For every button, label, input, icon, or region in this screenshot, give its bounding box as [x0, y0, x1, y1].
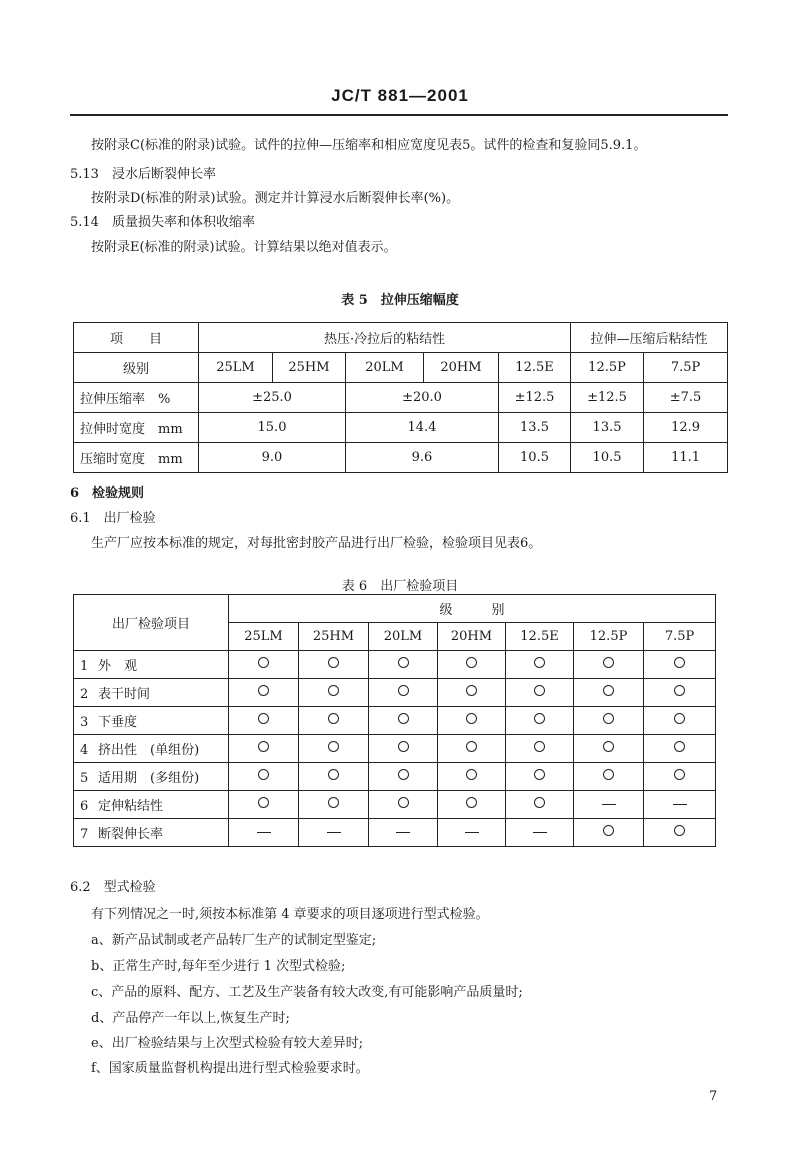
row-label-text: 断裂伸长率	[98, 827, 164, 842]
row-label-text: 挤出性 (单组份)	[98, 743, 200, 758]
grade-cell: 25LM	[229, 623, 299, 651]
list-item: a、新产品试制或老产品转厂生产的试制定型鉴定;	[91, 933, 377, 948]
row-number: 1	[80, 659, 89, 674]
mark-cell	[299, 651, 369, 679]
circle-mark-icon	[674, 685, 685, 696]
mark-cell	[299, 763, 369, 791]
section-heading-6: 6 检验规则	[70, 486, 145, 501]
table6-head-item: 出厂检验项目	[74, 595, 229, 651]
value-cell: 9.6	[346, 443, 499, 473]
circle-mark-icon	[398, 769, 409, 780]
mark-cell	[506, 763, 574, 791]
dash-mark-icon	[257, 832, 271, 833]
list-item: f、国家质量监督机构提出进行型式检验要求时。	[91, 1061, 369, 1076]
grade-cell: 20HM	[438, 623, 506, 651]
dash-mark-icon	[673, 804, 687, 805]
mark-cell	[369, 707, 438, 735]
mark-cell	[574, 819, 644, 847]
mark-cell	[506, 679, 574, 707]
circle-mark-icon	[398, 713, 409, 724]
grade-cell: 12.5E	[506, 623, 574, 651]
mark-cell	[229, 707, 299, 735]
row-label	[74, 763, 229, 791]
grade-cell: 20HM	[424, 353, 499, 383]
value-cell: ±20.0	[346, 383, 499, 413]
row-label-text: 下垂度	[98, 715, 138, 730]
grade-cell: 20LM	[369, 623, 438, 651]
mark-cell	[644, 791, 716, 819]
value-cell: ±7.5	[644, 383, 728, 413]
mark-cell	[299, 707, 369, 735]
dash-mark-icon	[327, 832, 341, 833]
table-row	[74, 443, 728, 473]
value-cell: 13.5	[499, 413, 571, 443]
row-label	[74, 791, 229, 819]
value-cell: 12.9	[644, 413, 728, 443]
table6	[73, 594, 716, 847]
table-row	[74, 413, 728, 443]
mark-cell	[506, 791, 574, 819]
dash-mark-icon	[396, 832, 410, 833]
table-row	[74, 679, 716, 707]
mark-cell	[369, 819, 438, 847]
table5-head-item: 项 目	[74, 323, 199, 353]
table-row	[74, 819, 716, 847]
mark-cell	[574, 735, 644, 763]
circle-mark-icon	[466, 657, 477, 668]
paragraph: 按附录E(标准的附录)试验。计算结果以绝对值表示。	[91, 240, 397, 255]
section-heading-6-2: 6.2 型式检验	[70, 880, 156, 895]
mark-cell	[369, 791, 438, 819]
table-row	[74, 651, 716, 679]
grade-cell: 20LM	[346, 353, 424, 383]
table5-title: 表 5 拉伸压缩幅度	[341, 293, 459, 308]
list-item: b、正常生产时,每年至少进行 1 次型式检验;	[91, 959, 346, 974]
table-row	[74, 735, 716, 763]
circle-mark-icon	[328, 713, 339, 724]
mark-cell	[438, 679, 506, 707]
list-item: c、产品的原料、配方、工艺及生产装备有较大改变,有可能影响产品质量时;	[91, 985, 523, 1000]
row-label-text: 定伸粘结性	[98, 799, 164, 814]
mark-cell	[229, 819, 299, 847]
row-label	[74, 651, 229, 679]
circle-mark-icon	[674, 825, 685, 836]
circle-mark-icon	[603, 769, 614, 780]
mark-cell	[438, 651, 506, 679]
value-cell: 10.5	[499, 443, 571, 473]
mark-cell	[369, 651, 438, 679]
circle-mark-icon	[603, 657, 614, 668]
mark-cell	[506, 651, 574, 679]
mark-cell	[229, 763, 299, 791]
mark-cell	[369, 735, 438, 763]
grade-cell: 25LM	[199, 353, 273, 383]
mark-cell	[574, 791, 644, 819]
value-cell: ±25.0	[199, 383, 346, 413]
circle-mark-icon	[398, 685, 409, 696]
circle-mark-icon	[258, 713, 269, 724]
row-number: 6	[80, 799, 89, 814]
row-number: 2	[80, 687, 89, 702]
paragraph: 生产厂应按本标准的规定，对每批密封胶产品进行出厂检验，检验项目见表6。	[91, 536, 542, 551]
section-heading-5-13: 5.13 浸水后断裂伸长率	[70, 167, 216, 182]
value-cell: 9.0	[199, 443, 346, 473]
row-number: 7	[80, 827, 89, 842]
section-heading-6-1: 6.1 出厂检验	[70, 511, 156, 526]
mark-cell	[574, 763, 644, 791]
paragraph: 按附录D(标准的附录)试验。测定并计算浸水后断裂伸长率(%)。	[91, 191, 460, 206]
row-label-text: 外 观	[98, 659, 138, 674]
mark-cell	[299, 735, 369, 763]
value-cell: 11.1	[644, 443, 728, 473]
value-cell: 10.5	[571, 443, 644, 473]
circle-mark-icon	[328, 685, 339, 696]
value-cell: ±12.5	[499, 383, 571, 413]
mark-cell	[574, 679, 644, 707]
mark-cell	[299, 791, 369, 819]
mark-cell	[438, 735, 506, 763]
row-number: 4	[80, 743, 89, 758]
circle-mark-icon	[398, 741, 409, 752]
circle-mark-icon	[466, 713, 477, 724]
row-label: 拉伸时宽度 mm	[74, 413, 199, 443]
table5-grade-label: 级别	[74, 353, 199, 383]
mark-cell	[644, 735, 716, 763]
grade-cell: 7.5P	[644, 353, 728, 383]
dash-mark-icon	[465, 832, 479, 833]
header-rule	[70, 114, 728, 116]
circle-mark-icon	[328, 769, 339, 780]
circle-mark-icon	[534, 741, 545, 752]
grade-cell: 25HM	[299, 623, 369, 651]
mark-cell	[438, 791, 506, 819]
dash-mark-icon	[602, 804, 616, 805]
value-cell: 14.4	[346, 413, 499, 443]
circle-mark-icon	[258, 657, 269, 668]
table-row	[74, 791, 716, 819]
circle-mark-icon	[534, 769, 545, 780]
mark-cell	[229, 651, 299, 679]
circle-mark-icon	[328, 741, 339, 752]
row-number: 3	[80, 715, 89, 730]
page-number: 7	[709, 1089, 718, 1104]
dash-mark-icon	[533, 832, 547, 833]
table6-head-grade: 级 别	[229, 595, 716, 623]
grade-cell: 25HM	[273, 353, 346, 383]
mark-cell	[229, 791, 299, 819]
circle-mark-icon	[258, 769, 269, 780]
mark-cell	[506, 819, 574, 847]
circle-mark-icon	[674, 769, 685, 780]
paragraph: 有下列情况之一时,须按本标准第 4 章要求的项目逐项进行型式检验。	[91, 907, 489, 922]
circle-mark-icon	[534, 713, 545, 724]
circle-mark-icon	[466, 685, 477, 696]
row-label: 压缩时宽度 mm	[74, 443, 199, 473]
circle-mark-icon	[603, 685, 614, 696]
mark-cell	[644, 819, 716, 847]
mark-cell	[369, 763, 438, 791]
table-row	[74, 763, 716, 791]
section-heading-5-14: 5.14 质量损失率和体积收缩率	[70, 215, 255, 230]
circle-mark-icon	[466, 769, 477, 780]
value-cell: 15.0	[199, 413, 346, 443]
mark-cell	[229, 735, 299, 763]
list-item: e、出厂检验结果与上次型式检验有较大差异时;	[91, 1036, 364, 1051]
circle-mark-icon	[534, 797, 545, 808]
mark-cell	[644, 707, 716, 735]
table5-group-header: 热压·冷拉后的粘结性	[199, 323, 571, 353]
mark-cell	[644, 763, 716, 791]
circle-mark-icon	[466, 741, 477, 752]
mark-cell	[644, 651, 716, 679]
circle-mark-icon	[534, 685, 545, 696]
circle-mark-icon	[398, 797, 409, 808]
mark-cell	[506, 707, 574, 735]
grade-cell: 7.5P	[644, 623, 716, 651]
circle-mark-icon	[328, 657, 339, 668]
circle-mark-icon	[603, 825, 614, 836]
value-cell: 13.5	[571, 413, 644, 443]
paragraph: 按附录C(标准的附录)试验。试件的拉伸—压缩率和相应宽度见表5。试件的检查和复验同5.9.1。	[91, 138, 647, 153]
row-label	[74, 679, 229, 707]
circle-mark-icon	[674, 741, 685, 752]
list-item: d、产品停产一年以上,恢复生产时;	[91, 1011, 290, 1026]
circle-mark-icon	[258, 741, 269, 752]
circle-mark-icon	[674, 657, 685, 668]
mark-cell	[299, 679, 369, 707]
table6-title: 表 6 出厂检验项目	[341, 579, 459, 594]
circle-mark-icon	[534, 657, 545, 668]
row-number: 5	[80, 771, 89, 786]
circle-mark-icon	[258, 685, 269, 696]
mark-cell	[644, 679, 716, 707]
mark-cell	[574, 651, 644, 679]
grade-cell: 12.5E	[499, 353, 571, 383]
circle-mark-icon	[603, 741, 614, 752]
row-label-text: 适用期 (多组份)	[98, 771, 200, 786]
mark-cell	[438, 819, 506, 847]
circle-mark-icon	[398, 657, 409, 668]
row-label	[74, 735, 229, 763]
circle-mark-icon	[603, 713, 614, 724]
mark-cell	[229, 679, 299, 707]
mark-cell	[438, 707, 506, 735]
circle-mark-icon	[258, 797, 269, 808]
circle-mark-icon	[328, 797, 339, 808]
mark-cell	[299, 819, 369, 847]
table5-group-header: 拉伸—压缩后粘结性	[571, 323, 728, 353]
row-label	[74, 819, 229, 847]
mark-cell	[574, 707, 644, 735]
mark-cell	[369, 679, 438, 707]
document-code-header: JC/T 881—2001	[331, 86, 469, 105]
mark-cell	[438, 763, 506, 791]
grade-cell: 12.5P	[571, 353, 644, 383]
circle-mark-icon	[466, 797, 477, 808]
row-label-text: 表干时间	[98, 687, 151, 702]
table-row	[74, 707, 716, 735]
row-label	[74, 707, 229, 735]
grade-cell: 12.5P	[574, 623, 644, 651]
mark-cell	[506, 735, 574, 763]
table-row	[74, 383, 728, 413]
row-label: 拉伸压缩率 %	[74, 383, 199, 413]
circle-mark-icon	[674, 713, 685, 724]
table5	[73, 322, 728, 473]
value-cell: ±12.5	[571, 383, 644, 413]
